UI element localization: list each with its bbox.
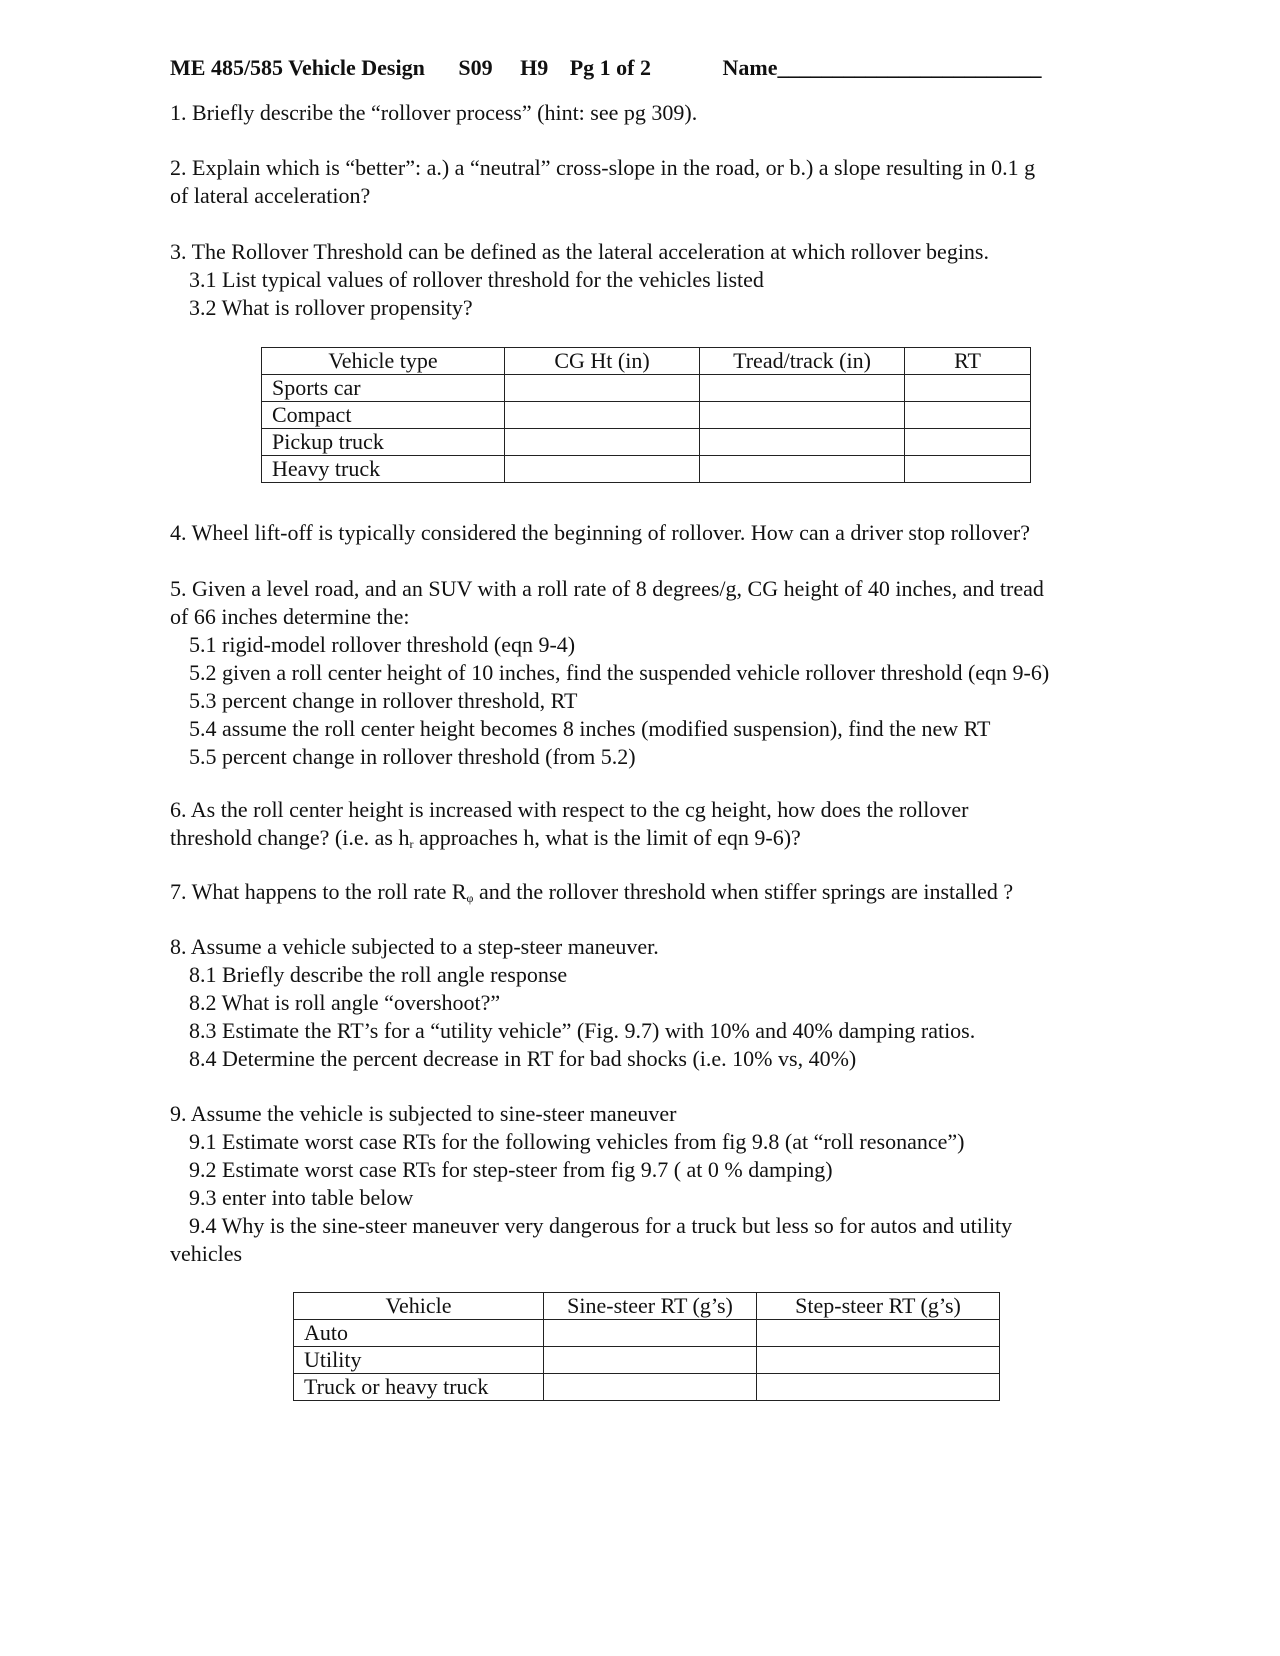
question-8 — [170, 933, 975, 1073]
table-row — [262, 456, 1031, 483]
table-row — [262, 429, 1031, 456]
question-5-2: 5.2 given a roll center height of 10 inches, find the suspended vehicle rollover threshold (eqn 9-6) — [189, 660, 1050, 685]
header-cell: CG Ht (in) — [505, 348, 700, 375]
question-5-1: 5.1 rigid-model rollover threshold (eqn 9-4) — [189, 632, 576, 657]
course-title: ME 485/585 Vehicle Design — [170, 55, 425, 80]
cell[interactable] — [505, 402, 700, 429]
row-label: Auto — [294, 1320, 544, 1347]
subscript: φ — [466, 891, 474, 905]
question-8-1: 8.1 Briefly describe the roll angle response — [189, 962, 568, 987]
header-cell: Tread/track (in) — [700, 348, 905, 375]
question-3-1: 3.1 List typical values of rollover threshold for the vehicles listed — [189, 267, 764, 292]
page-number: Pg 1 of 2 — [569, 55, 651, 80]
question-8-2: 8.2 What is roll angle “overshoot?” — [189, 990, 501, 1015]
row-label: Compact — [262, 402, 505, 429]
question-5-line: of 66 inches determine the: — [170, 604, 410, 629]
cell[interactable] — [757, 1320, 1000, 1347]
cell[interactable] — [905, 375, 1031, 402]
question-5-5: 5.5 percent change in rollover threshold (from 5.2) — [189, 744, 636, 769]
row-label: Heavy truck — [262, 456, 505, 483]
cell[interactable] — [700, 375, 905, 402]
subscript: r — [409, 837, 414, 851]
question-8-4: 8.4 Determine the percent decrease in RT for bad shocks (i.e. 10% vs, 40%) — [189, 1046, 857, 1071]
question-5-4: 5.4 assume the roll center height becomes 8 inches (modified suspension), find the new RT — [189, 716, 991, 741]
cell[interactable] — [544, 1347, 757, 1374]
homework-number: H9 — [520, 55, 549, 80]
header-cell: Vehicle — [294, 1293, 544, 1320]
steer-rt-table — [293, 1292, 1000, 1401]
question-6 — [170, 796, 969, 858]
question-3-main: 3. The Rollover Threshold can be defined as the lateral acceleration at which rollover begins. — [170, 239, 989, 264]
cell[interactable] — [505, 456, 700, 483]
question-1: 1. Briefly describe the “rollover process” (hint: see pg 309). — [170, 100, 698, 125]
question-3-2: 3.2 What is rollover propensity? — [189, 295, 473, 320]
question-9-3: 9.3 enter into table below — [189, 1185, 414, 1210]
question-8-main: 8. Assume a vehicle subjected to a step-steer maneuver. — [170, 934, 659, 959]
header-cell: Vehicle type — [262, 348, 505, 375]
cell[interactable] — [544, 1374, 757, 1401]
question-9-tail: vehicles — [170, 1241, 243, 1266]
table-row — [262, 402, 1031, 429]
question-2 — [170, 154, 1035, 210]
cell[interactable] — [700, 456, 905, 483]
header-cell: RT — [905, 348, 1031, 375]
cell[interactable] — [505, 429, 700, 456]
cell[interactable] — [700, 429, 905, 456]
header-cell: Step-steer RT (g’s) — [757, 1293, 1000, 1320]
page-header — [170, 54, 1041, 82]
question-8-3: 8.3 Estimate the RT’s for a “utility vehicle” (Fig. 9.7) with 10% and 40% damping ratios. — [189, 1018, 976, 1043]
header-cell: Sine-steer RT (g’s) — [544, 1293, 757, 1320]
question-6-line — [170, 824, 969, 858]
row-label: Utility — [294, 1347, 544, 1374]
question-9-1: 9.1 Estimate worst case RTs for the following vehicles from fig 9.8 (at “roll resonance”) — [189, 1129, 965, 1154]
cell[interactable] — [757, 1347, 1000, 1374]
text: approaches h, what is the limit of eqn 9-6)? — [413, 825, 801, 850]
table-row — [294, 1320, 1000, 1347]
question-2-line: of lateral acceleration? — [170, 183, 371, 208]
table-header-row — [294, 1293, 1000, 1320]
cell[interactable] — [905, 429, 1031, 456]
cell[interactable] — [700, 402, 905, 429]
name-label: Name — [722, 55, 778, 80]
table-header-row — [262, 348, 1031, 375]
name-field[interactable]: ________________________ — [777, 55, 1042, 80]
question-5 — [170, 575, 1049, 771]
cell[interactable] — [757, 1374, 1000, 1401]
vehicle-rollover-table — [261, 347, 1031, 483]
text: and the rollover threshold when stiffer springs are installed ? — [473, 879, 1014, 904]
table-row — [294, 1347, 1000, 1374]
cell[interactable] — [505, 375, 700, 402]
row-label: Sports car — [262, 375, 505, 402]
table-row — [262, 375, 1031, 402]
question-6-line: 6. As the roll center height is increased with respect to the cg height, how does the rollover — [170, 797, 969, 822]
question-5-line: 5. Given a level road, and an SUV with a roll rate of 8 degrees/g, CG height of 40 inches, and tread — [170, 576, 1044, 601]
question-4: 4. Wheel lift-off is typically considered the beginning of rollover. How can a driver stop rollover? — [170, 520, 1030, 545]
question-9-2: 9.2 Estimate worst case RTs for step-steer from fig 9.7 ( at 0 % damping) — [189, 1157, 833, 1182]
row-label: Pickup truck — [262, 429, 505, 456]
question-5-3: 5.3 percent change in rollover threshold, RT — [189, 688, 578, 713]
table-row — [294, 1374, 1000, 1401]
question-3 — [170, 238, 989, 322]
question-2-line: 2. Explain which is “better”: a.) a “neutral” cross-slope in the road, or b.) a slope resulting in 0.1 g — [170, 155, 1036, 180]
question-7 — [170, 878, 1013, 912]
question-9-main: 9. Assume the vehicle is subjected to sine-steer maneuver — [170, 1101, 677, 1126]
text: 7. What happens to the roll rate R — [170, 879, 467, 904]
text: threshold change? (i.e. as h — [170, 825, 410, 850]
cell[interactable] — [905, 402, 1031, 429]
cell[interactable] — [905, 456, 1031, 483]
question-9-4: 9.4 Why is the sine-steer maneuver very dangerous for a truck but less so for autos and utility — [189, 1213, 1013, 1238]
term: S09 — [458, 55, 493, 80]
cell[interactable] — [544, 1320, 757, 1347]
question-9 — [170, 1100, 1012, 1268]
row-label: Truck or heavy truck — [294, 1374, 544, 1401]
